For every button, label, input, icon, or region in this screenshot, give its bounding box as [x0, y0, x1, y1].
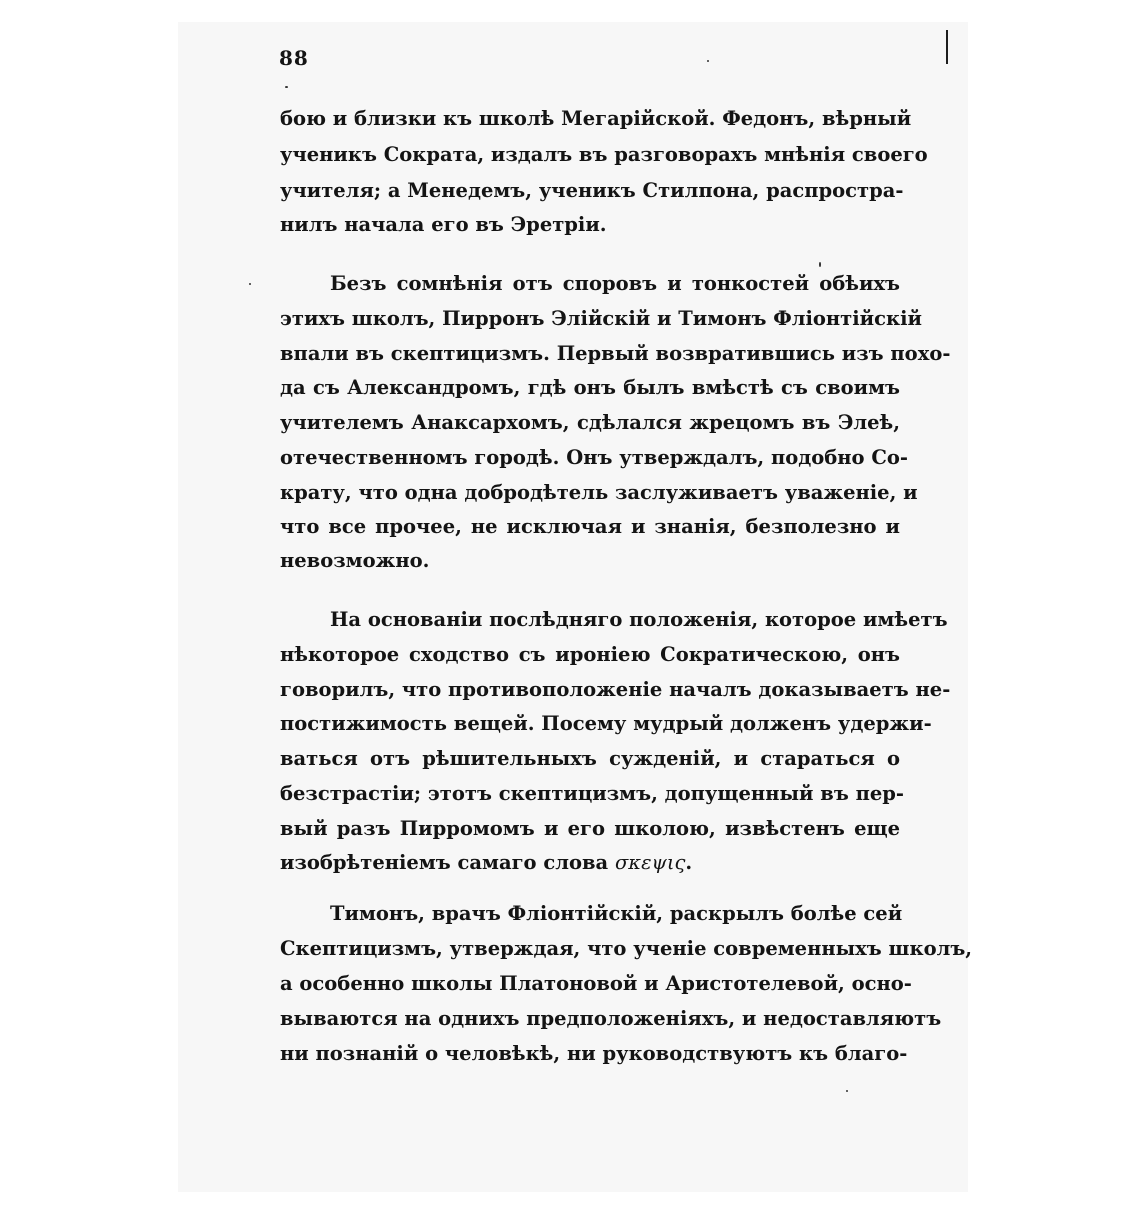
- text-line: говорилъ, что противоположеніе началъ доказываетъ не-: [280, 678, 951, 701]
- text-line: безстрастіи; этотъ скептицизмъ, допущенный въ пер-: [280, 782, 904, 805]
- text-line: отечественномъ городѣ. Онъ утверждалъ, подобно Со-: [280, 446, 908, 469]
- text-line: впали въ скептицизмъ. Первый возвратившись изъ похо-: [280, 342, 951, 365]
- text-line: крату, что одна добродѣтель заслуживаетъ уваженіе, и: [280, 481, 918, 504]
- text-line: ученикъ Сократа, издалъ въ разговорахъ мнѣнія своего: [280, 143, 928, 166]
- period: .: [685, 851, 693, 874]
- text-line: На основаніи послѣдняго положенія, которое имѣетъ: [330, 608, 948, 631]
- text-line: ваться отъ рѣшительныхъ сужденій, и стараться о: [280, 747, 900, 770]
- speck: [249, 283, 251, 285]
- margin-rule: [946, 30, 948, 64]
- text-line: нилъ начала его въ Эретріи.: [280, 213, 607, 236]
- text-line: Безъ сомнѣнія отъ споровъ и тонкостей обѣихъ: [330, 272, 900, 295]
- greek-word: σκεψις: [614, 851, 686, 874]
- text-line: что все прочее, не исключая и знанія, безполезно и: [280, 515, 900, 538]
- text-line: ни познаній о человѣкѣ, ни руководствуютъ къ благо-: [280, 1042, 908, 1065]
- speck: [819, 262, 821, 267]
- text-line: нѣкоторое сходство съ ироніею Сократическою, онъ: [280, 643, 900, 666]
- text-line: вываются на однихъ предположеніяхъ, и недоставляютъ: [280, 1007, 942, 1030]
- speck: [285, 86, 288, 88]
- text-line: а особенно школы Платоновой и Аристотелевой, осно-: [280, 972, 912, 995]
- text-line: постижимость вещей. Посему мудрый долженъ удержи-: [280, 712, 932, 735]
- text-line: бою и близки къ школѣ Мегарійской. Федонъ, вѣрный: [280, 107, 912, 130]
- text-line: [280, 848, 900, 878]
- text-line: учителя; а Менедемъ, ученикъ Стилпона, распростра-: [280, 179, 904, 202]
- text-line: невозможно.: [280, 549, 430, 572]
- page-number: 88: [279, 46, 309, 70]
- text-line: этихъ школъ, Пирронъ Элійскій и Тимонъ Фліонтійскій: [280, 307, 922, 330]
- text-line: Скептицизмъ, утверждая, что ученіе современныхъ школъ,: [280, 937, 973, 960]
- text-line: учителемъ Анаксархомъ, сдѣлался жрецомъ въ Элеѣ,: [280, 411, 900, 434]
- text-line-words: изобрѣтеніемъ самаго слова: [280, 851, 609, 874]
- text-line: да съ Александромъ, гдѣ онъ былъ вмѣстѣ съ своимъ: [280, 376, 900, 399]
- speck: [846, 1090, 848, 1092]
- text-line: вый разъ Пирромомъ и его школою, извѣстенъ еще: [280, 817, 900, 840]
- text-line: Тимонъ, врачъ Фліонтійскій, раскрылъ болѣе сей: [330, 902, 903, 925]
- speck: [707, 60, 709, 62]
